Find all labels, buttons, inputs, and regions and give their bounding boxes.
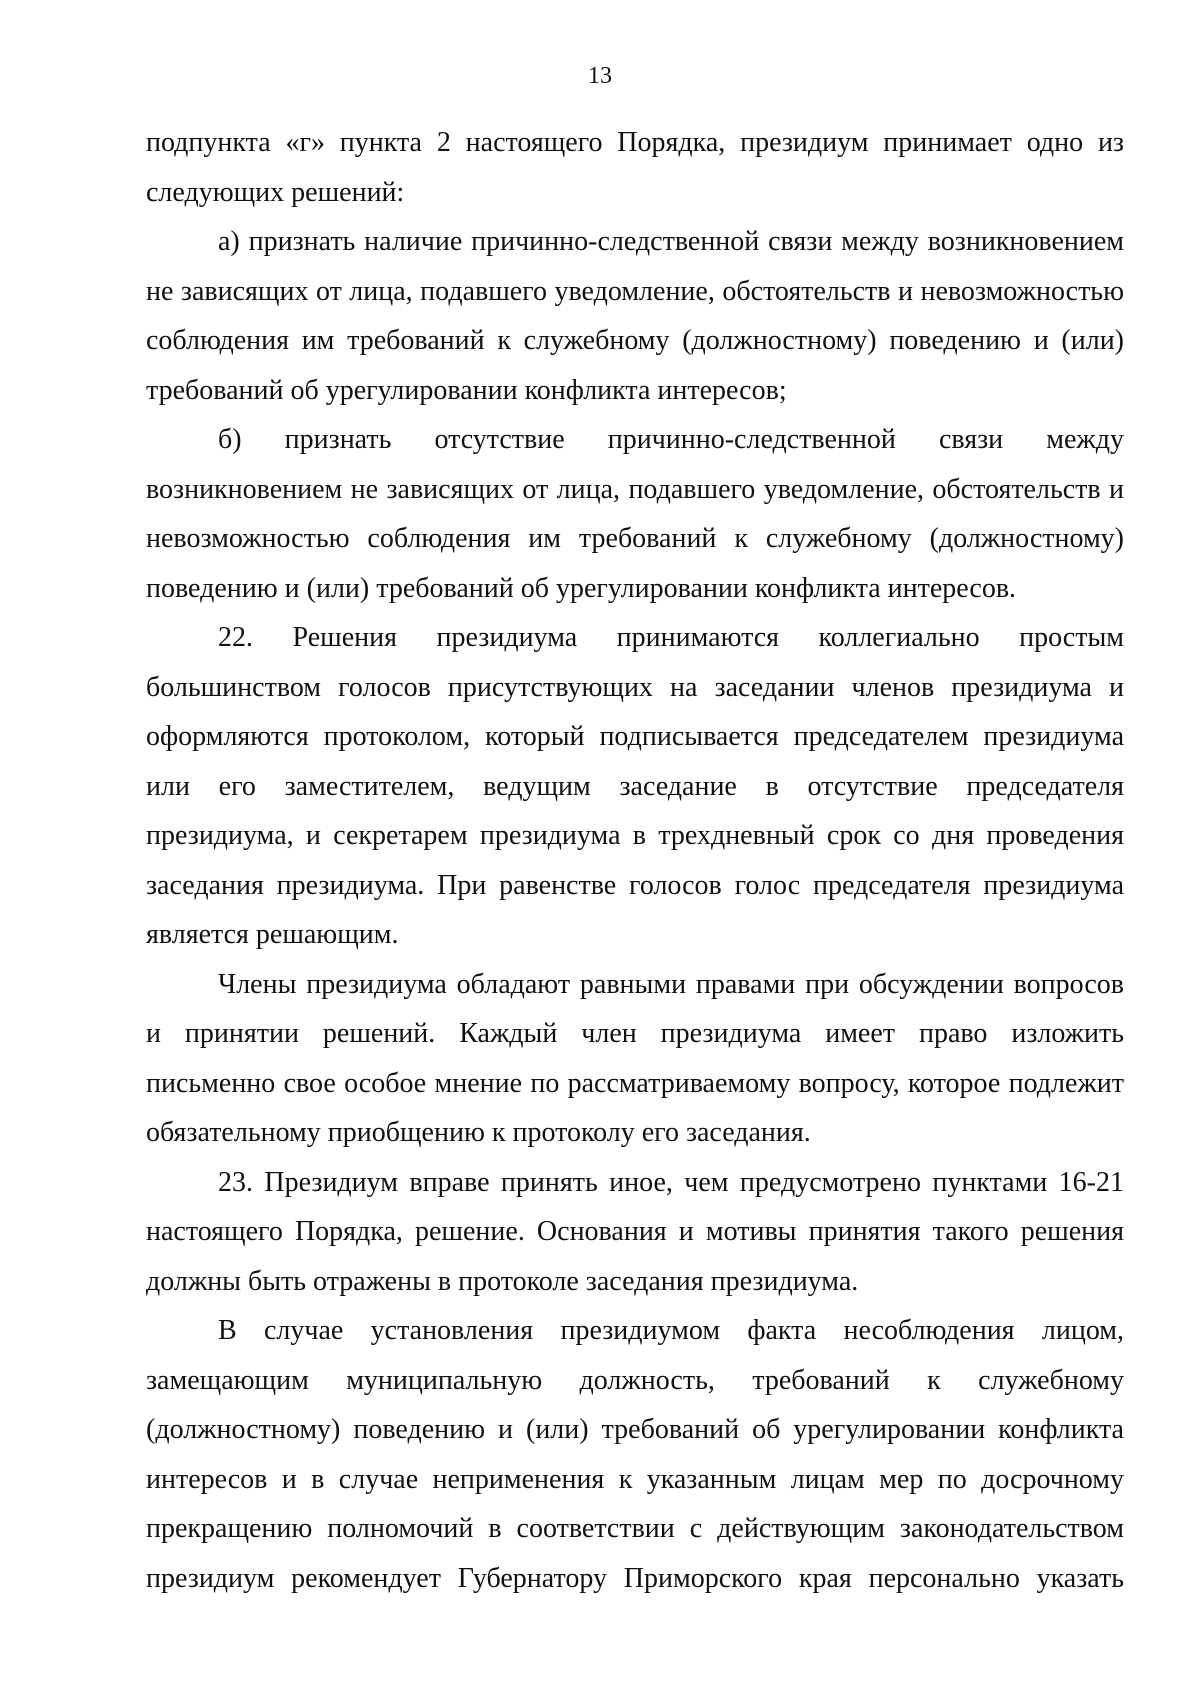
paragraph-clause-23: 23. Президиум вправе принять иное, чем предусмотрено пунктами 16-21 настоящего Порядка, решение. Основания и мотивы принятия такого решения должны быть отражены в протоколе заседания президиума. [146, 1166, 1124, 1297]
paragraph-clause-22: 22. Решения президиума принимаются коллегиально простым большинством голосов присутствующих на заседании членов президиума и оформляются протоколом, который подписывается председателем президиума или его заместителем, ведущим заседание в отсутствие председателя президиума, и секретарем президиума в трехдневный срок со дня проведения заседания президиума. При равенстве голосов голос председателя президиума является решающим. [146, 622, 1124, 950]
page-number: 13 [588, 63, 612, 89]
paragraph-noncompliance: В случае установления президиумом факта несоблюдения лицом, замещающим муниципальную должность, требований к служебному (должностному) поведению и (или) требований об урегулировании конфликта интересов и в случае неприменения к указанным лицам мер по досрочному прекращению полномочий в соответствии с действующим законодательством президиум рекомендует Губернатору Приморского края персонально указать [146, 1315, 1124, 1594]
paragraph-continuation: подпункта «г» пункта 2 настоящего Порядка, президиум принимает одно из следующих решений: [146, 127, 1124, 208]
paragraph-option-a: а) признать наличие причинно-следственной связи между возникновением не зависящих от лица, подавшего уведомление, обстоятельств и невозможностью соблюдения им требований к служебному (должностному) поведению и (или) требований об урегулировании конфликта интересов; [146, 226, 1124, 406]
paragraph-members-rights: Члены президиума обладают равными правами при обсуждении вопросов и принятии решений. Каждый член президиума имеет право изложить письменно свое особое мнение по рассматриваемому вопросу, которое подлежит обязательному приобщению к протоколу его заседания. [146, 968, 1124, 1148]
paragraph-option-b: б) признать отсутствие причинно-следственной связи между возникновением не зависящих от лица, подавшего уведомление, обстоятельств и невозможностью соблюдения им требований к служебному (должностному) поведению и (или) требований об урегулировании конфликта интересов. [146, 424, 1124, 604]
document-body [146, 118, 1124, 1603]
